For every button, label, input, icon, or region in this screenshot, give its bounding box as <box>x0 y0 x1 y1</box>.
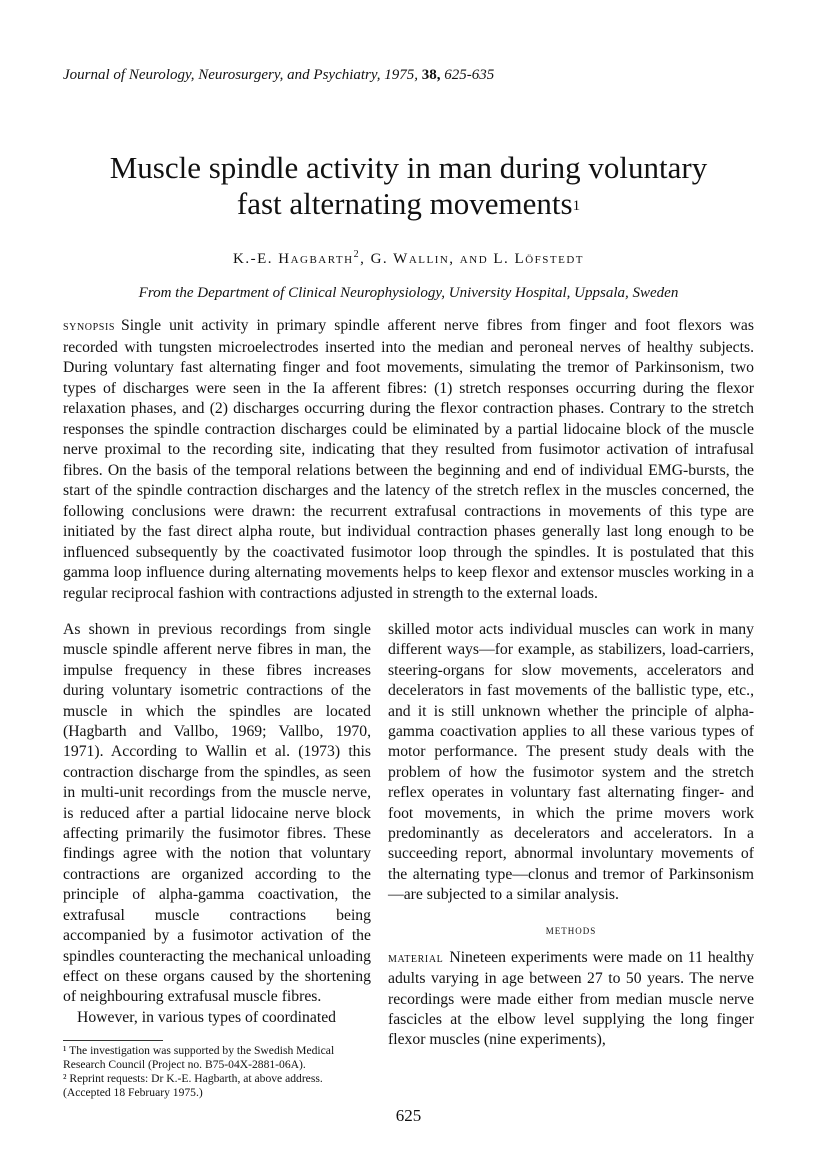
body-columns <box>63 620 754 1100</box>
synopsis-label: synopsis <box>63 319 116 334</box>
page-range: 625-635 <box>444 67 495 83</box>
paragraph-intro: As shown in previous recordings from single muscle spindle afferent nerve fibres in man, the impulse frequency in these fibres increases during voluntary isometric contractions of the muscle in which the spindles are located (Hagbarth and Vallbo, 1969; Vallbo, 1970, 1971). According to Wallin et al. (1973) this contraction discharge from the spindles, as seen in multi-unit recordings from the muscle nerve, is reduced after a partial lidocaine nerve block affecting primarily the fusimotor fibres. These findings agree with the notion that voluntary contractions are organized according to the principle of alpha-gamma coactivation, the extrafusal muscle contractions being accompanied by a fusimotor activation of the spindles counteracting the mechanical unloading effect on these organs caused by the shortening of neighbouring extrafusal muscle fibres. <box>63 621 371 1006</box>
right-column <box>388 620 754 1100</box>
footnote-1: ¹ The investigation was supported by the Swedish Medical Research Council (Project no. B75-04X-2881-06A). <box>63 1044 335 1072</box>
footnotes <box>63 1044 371 1100</box>
affiliation: From the Department of Clinical Neurophysiology, University Hospital, Uppsala, Sweden <box>138 285 679 301</box>
synopsis-text: Single unit activity in primary spindle afferent nerve fibres from finger and foot flexors was recorded with tungsten microelectrodes inserted into the median and peroneal nerves of healthy subjects. During voluntary fast alternating finger and foot movements, simulating the tremor of Parkinsonism, two types of discharges were seen in the Ia afferent fibres: (1) stretch responses occurring during the flexor relaxation phases, and (2) discharges occurring during the flexor contraction phases. Contrary to the stretch responses the spindle contraction discharges could be eliminated by a partial lidocaine block of the muscle nerve proximal to the recording site, indicating that they resulted from fusimotor activation of intrafusal fibres. On the basis of the temporal relations between the beginning and end of individual EMG-bursts, the start of the spindle contraction discharges and the latency of the stretch reflex in the muscles concerned, the following conclusions were drawn: the recurrent extrafusal contractions in movements of this type are initiated by the fast direct alpha route, but individual contraction phases generally last long enough to be influenced subsequently by the coactivated fusimotor loop through the spindles. It is postulated that this gamma loop influence during alternating movements helps to keep flexor and extensor muscles working in a regular reciprocal fashion with contractions adjusted in strength to the external loads. <box>63 317 754 602</box>
title-line-1: Muscle spindle activity in man during voluntary <box>109 150 708 185</box>
footnote-2: ² Reprint requests: Dr K.-E. Hagbarth, at above address. <box>63 1072 323 1086</box>
journal-name: Journal of Neurology, Neurosurgery, and Psychiatry, <box>63 67 381 83</box>
footnote-accepted: (Accepted 18 February 1975.) <box>63 1086 203 1100</box>
page-number: 625 <box>395 1106 422 1126</box>
other-authors: , G. Wallin, and L. Löfstedt <box>360 251 584 267</box>
author-footnote-marker: 2 <box>353 249 361 260</box>
authors <box>63 246 754 268</box>
paragraph-2-continued: skilled motor acts individual muscles can work in many different ways—for example, as stabilizers, load-carriers, steering-organs for slow movements, accelerators and decelerators in fast movements of the ballistic type, etc., and it is still unknown whether the principle of alpha-gamma coactivation applies to all these various types of motor performance. The present study deals with the problem of how the fusimotor system and the stretch reflex operates in voluntary fast alternating finger- and foot movements, in which the prime movers work predominantly as decelerators and accelerators. In a succeeding report, abnormal involuntary movements of the alternating type—clonus and tremor of Parkinsonism—are subjected to a similar analysis. <box>388 621 754 904</box>
footnote-rule <box>63 1040 163 1041</box>
paragraph-2-start: However, in various types of coordinated <box>77 1008 337 1026</box>
title-line-2: fast alternating movements <box>236 186 573 221</box>
paper-title <box>63 150 754 222</box>
journal-citation <box>63 66 754 84</box>
author-1: K.-E. Hagbarth <box>233 251 354 267</box>
synopsis <box>63 316 754 604</box>
left-column <box>63 620 371 1100</box>
title-footnote-marker: 1 <box>572 198 581 214</box>
methods-heading: methods <box>545 921 597 937</box>
year: 1975, <box>384 67 418 83</box>
material-text: Nineteen experiments were made on 11 healthy adults varying in age between 27 to 50 years. The nerve recordings were made either from median muscle nerve fascicles at the elbow level supplying the long finger flexor muscles (nine experiments), <box>388 948 754 1049</box>
material-label: material <box>388 950 444 966</box>
footnote-area <box>63 1028 371 1100</box>
volume: 38, <box>421 67 441 83</box>
